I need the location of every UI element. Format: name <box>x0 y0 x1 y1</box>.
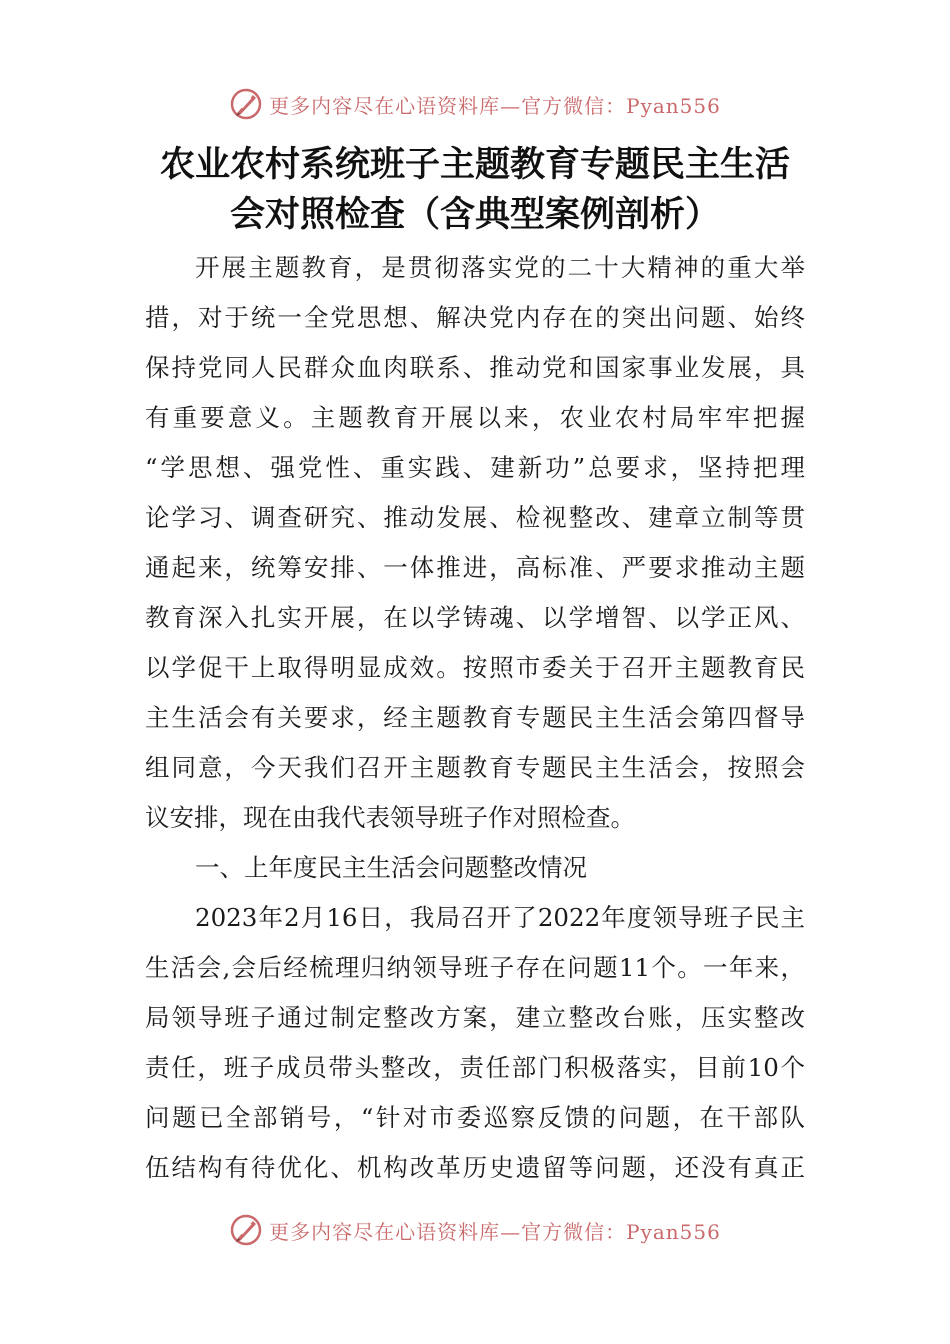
title-line: 农业农村系统班子主题教育专题民主生活 <box>159 145 790 185</box>
section-heading: 一、上年度民主生活会问题整改情况 <box>195 853 587 882</box>
body-line: 2023年2月16日，我局召开了2022年度领导班子民主 <box>195 903 805 932</box>
body-line: 伍结构有待优化、机构改革历史遗留等问题，还没有真正 <box>145 1153 805 1182</box>
body-line: 局领导班子通过制定整改方案，建立整改台账，压实整改 <box>145 1003 805 1032</box>
body-line: 论学习、调查研究、推动发展、检视整改、建章立制等贯 <box>145 503 805 532</box>
body-line: 问题已全部销号，“针对市委巡察反馈的问题，在干部队 <box>145 1103 805 1132</box>
body-line: 组同意，今天我们召开主题教育专题民主生活会，按照会 <box>145 753 805 782</box>
title-line: 会对照检查（含典型案例剖析） <box>229 195 720 235</box>
document-title <box>120 140 830 240</box>
body-line: 生活会,会后经梳理归纳领导班子存在问题11个。一年来， <box>145 953 805 982</box>
banner-text: 更多内容尽在心语资料库—官方微信：Pyan556 <box>269 93 721 118</box>
body-line: 开展主题教育，是贯彻落实党的二十大精神的重大举 <box>195 253 805 282</box>
body-line: 责任，班子成员带头整改，责任部门积极落实，目前10个 <box>145 1053 805 1082</box>
body-line: 通起来，统筹安排、一体推进，高标准、严要求推动主题 <box>145 553 805 582</box>
banner-text: 更多内容尽在心语资料库—官方微信：Pyan556 <box>269 1219 721 1244</box>
body-line: 措，对于统一全党思想、解决党内存在的突出问题、始终 <box>145 303 805 332</box>
body-line: 有重要意义。主题教育开展以来，农业农村局牢牢把握 <box>145 403 805 432</box>
body-line: 保持党同人民群众血肉联系、推动党和国家事业发展，具 <box>145 353 805 382</box>
header-watermark-banner <box>0 84 950 124</box>
quill-pen-logo-icon <box>229 87 263 121</box>
body-line: 主生活会有关要求，经主题教育专题民主生活会第四督导 <box>145 703 805 732</box>
document-body <box>145 243 805 1193</box>
body-line: 以学促干上取得明显成效。按照市委关于召开主题教育民 <box>145 653 805 682</box>
body-line: 教育深入扎实开展，在以学铸魂、以学增智、以学正风、 <box>145 603 805 632</box>
body-line: “学思想、强党性、重实践、建新功”总要求，坚持把理 <box>145 453 805 482</box>
quill-pen-logo-icon <box>229 1213 263 1247</box>
footer-watermark-banner <box>0 1210 950 1250</box>
body-line: 议安排，现在由我代表领导班子作对照检查。 <box>145 803 635 832</box>
